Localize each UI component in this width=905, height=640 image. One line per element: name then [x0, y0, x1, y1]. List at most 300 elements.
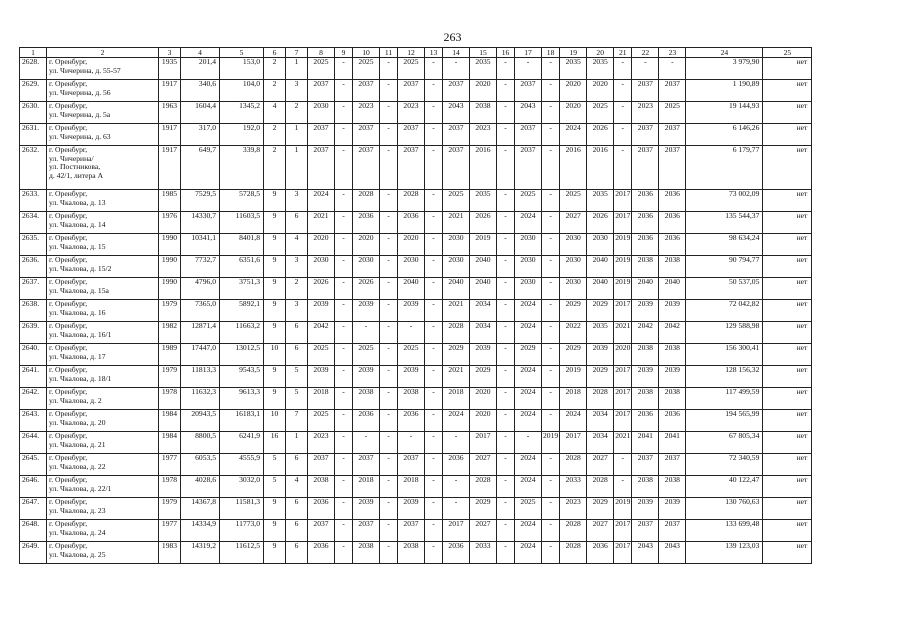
table-cell: - — [497, 344, 515, 366]
table-cell: 2 — [286, 102, 308, 124]
table-cell: 2040 — [587, 278, 614, 300]
table-cell: - — [542, 498, 560, 520]
address-line: ул. Чкалова, д. 25 — [49, 549, 106, 559]
table-cell: 1985 — [159, 190, 181, 212]
table-cell: 2036 — [353, 410, 380, 432]
table-cell: 2020 — [308, 234, 335, 256]
row-number-cell: 2637. — [20, 278, 47, 300]
table-cell: - — [425, 498, 443, 520]
table-row — [20, 366, 812, 388]
table-cell: 2024 — [515, 520, 542, 542]
table-cell: 2026 — [470, 212, 497, 234]
table-cell: 2035 — [470, 58, 497, 80]
table-cell: 2018 — [560, 388, 587, 410]
table-cell: - — [425, 520, 443, 542]
table-cell: нет — [763, 322, 812, 344]
table-cell: 19 144,93 — [686, 102, 763, 124]
column-number-cell: 12 — [398, 48, 425, 58]
row-number-cell: 2636. — [20, 256, 47, 278]
table-cell: - — [335, 80, 353, 102]
table-cell: 2036 — [659, 212, 686, 234]
table-cell: 2039 — [353, 300, 380, 322]
table-cell: 2023 — [398, 102, 425, 124]
table-cell: - — [380, 102, 398, 124]
table-cell: 2037 — [398, 146, 425, 190]
table-cell: - — [380, 190, 398, 212]
table-cell: 14334,9 — [181, 520, 220, 542]
table-cell: 1989 — [159, 344, 181, 366]
table-cell: 153,0 — [220, 58, 264, 80]
table-row — [20, 410, 812, 432]
table-cell: 2038 — [398, 388, 425, 410]
table-cell: 1 190,89 — [686, 80, 763, 102]
table-cell: 2019 — [470, 234, 497, 256]
column-number-cell: 1 — [20, 48, 47, 58]
table-cell: 2039 — [659, 498, 686, 520]
address-line: г. Оренбург, — [49, 101, 88, 110]
table-cell: нет — [763, 388, 812, 410]
table-cell: нет — [763, 80, 812, 102]
table-cell: 9 — [264, 256, 286, 278]
table-cell: - — [335, 388, 353, 410]
table-cell: - — [353, 432, 380, 454]
table-cell: 1978 — [159, 476, 181, 498]
table-cell: 649,7 — [181, 146, 220, 190]
table-cell: 2017 — [614, 366, 632, 388]
table-cell: 2036 — [587, 542, 614, 564]
table-cell: 2025 — [308, 58, 335, 80]
table-cell: 6 — [286, 322, 308, 344]
table-cell: - — [497, 102, 515, 124]
table-cell: 2037 — [308, 80, 335, 102]
table-cell: - — [614, 124, 632, 146]
column-number-cell: 19 — [560, 48, 587, 58]
table-cell: 2019 — [614, 256, 632, 278]
table-cell: 2036 — [398, 212, 425, 234]
table-cell: - — [425, 432, 443, 454]
table-row — [20, 58, 812, 80]
table-cell: 2036 — [659, 234, 686, 256]
table-cell: 2037 — [659, 146, 686, 190]
address-cell — [47, 190, 159, 212]
table-cell: 2030 — [398, 256, 425, 278]
table-cell: 2039 — [353, 366, 380, 388]
table-cell: 2028 — [398, 190, 425, 212]
table-cell: 2016 — [587, 146, 614, 190]
table-cell: - — [335, 432, 353, 454]
address-line: ул. Чкалова, д. 18/1 — [49, 373, 112, 383]
table-cell: 2042 — [659, 322, 686, 344]
table-cell: 2018 — [443, 388, 470, 410]
table-cell: 2039 — [470, 344, 497, 366]
address-line: г. Оренбург, — [49, 211, 88, 220]
table-cell: 2030 — [353, 256, 380, 278]
table-cell: 2030 — [560, 234, 587, 256]
table-cell: 2036 — [632, 212, 659, 234]
address-line: ул. Чкалова, д. 23 — [49, 505, 106, 515]
table-cell: 2039 — [398, 498, 425, 520]
table-cell: 1977 — [159, 520, 181, 542]
table-cell: 2021 — [443, 366, 470, 388]
table-cell: 2036 — [632, 190, 659, 212]
table-cell: - — [380, 234, 398, 256]
table-cell: 2021 — [308, 212, 335, 234]
column-number-cell: 11 — [380, 48, 398, 58]
table-cell: 1979 — [159, 300, 181, 322]
table-cell: - — [542, 366, 560, 388]
table-cell: 2023 — [470, 124, 497, 146]
column-number-cell: 5 — [220, 48, 264, 58]
table-cell: 3 979,90 — [686, 58, 763, 80]
table-cell: 2040 — [470, 278, 497, 300]
column-number-cell: 17 — [515, 48, 542, 58]
table-cell: 6053,5 — [181, 454, 220, 476]
table-cell: 5 — [286, 388, 308, 410]
table-cell: 2037 — [353, 146, 380, 190]
table-cell: 2020 — [470, 388, 497, 410]
table-row — [20, 388, 812, 410]
table-cell: 2039 — [632, 498, 659, 520]
table-row — [20, 234, 812, 256]
column-number-cell: 15 — [470, 48, 497, 58]
table-cell: 2037 — [659, 454, 686, 476]
table-cell: 1979 — [159, 498, 181, 520]
table-cell: 3032,0 — [220, 476, 264, 498]
table-cell: 2023 — [560, 498, 587, 520]
table-cell: 2037 — [308, 520, 335, 542]
table-cell: 139 123,03 — [686, 542, 763, 564]
table-cell: 2037 — [308, 124, 335, 146]
table-cell: 1345,2 — [220, 102, 264, 124]
address-cell — [47, 102, 159, 124]
table-cell: - — [425, 146, 443, 190]
table-cell: 2038 — [659, 476, 686, 498]
table-cell: 5 — [264, 454, 286, 476]
column-number-cell: 14 — [443, 48, 470, 58]
table-cell: нет — [763, 146, 812, 190]
table-cell: 2018 — [353, 476, 380, 498]
table-cell: 1982 — [159, 322, 181, 344]
table-cell: - — [425, 234, 443, 256]
table-cell: 2037 — [353, 454, 380, 476]
table-cell: 2037 — [353, 520, 380, 542]
table-cell: - — [335, 322, 353, 344]
table-cell: 2039 — [308, 366, 335, 388]
address-cell — [47, 520, 159, 542]
table-cell: - — [497, 58, 515, 80]
table-cell: 6 — [286, 498, 308, 520]
table-cell: 2027 — [560, 212, 587, 234]
table-cell: 2038 — [659, 344, 686, 366]
table-cell: 2025 — [587, 102, 614, 124]
table-cell: 2036 — [353, 212, 380, 234]
table-cell: 2038 — [632, 344, 659, 366]
table-cell: 2037 — [398, 454, 425, 476]
table-cell: 2017 — [443, 520, 470, 542]
table-cell: 2024 — [515, 300, 542, 322]
table-cell: 2033 — [470, 542, 497, 564]
table-cell: - — [497, 80, 515, 102]
table-cell: 2017 — [614, 388, 632, 410]
table-cell: 104,0 — [220, 80, 264, 102]
table-cell: - — [425, 80, 443, 102]
table-cell: - — [542, 102, 560, 124]
table-cell: 2024 — [515, 322, 542, 344]
address-line: г. Оренбург, — [49, 387, 88, 396]
table-cell: 7732,7 — [181, 256, 220, 278]
table-cell: 9 — [264, 234, 286, 256]
table-cell: 2037 — [353, 124, 380, 146]
table-cell: - — [443, 58, 470, 80]
table-cell: - — [380, 498, 398, 520]
table-cell: 11581,3 — [220, 498, 264, 520]
table-cell: 4028,6 — [181, 476, 220, 498]
table-cell: 2024 — [560, 124, 587, 146]
table-cell: - — [542, 146, 560, 190]
address-line: г. Оренбург, — [49, 519, 88, 528]
table-cell: 6 179,77 — [686, 146, 763, 190]
table-cell: 1990 — [159, 234, 181, 256]
column-number-cell: 8 — [308, 48, 335, 58]
table-cell: 2 — [286, 278, 308, 300]
table-cell: 10341,1 — [181, 234, 220, 256]
table-cell: - — [425, 300, 443, 322]
table-cell: 2040 — [632, 278, 659, 300]
table-cell: - — [497, 388, 515, 410]
column-number-cell: 3 — [159, 48, 181, 58]
table-cell: 3 — [286, 190, 308, 212]
table-cell: - — [380, 366, 398, 388]
row-number-cell: 2649. — [20, 542, 47, 564]
table-cell: 2020 — [470, 80, 497, 102]
address-line: г. Оренбург, — [49, 123, 88, 132]
address-line: г. Оренбург, — [49, 255, 88, 264]
table-cell: 2030 — [308, 256, 335, 278]
table-row — [20, 256, 812, 278]
address-line: ул. Чичерина, д. 55-57 — [49, 65, 121, 75]
table-cell: 2024 — [515, 388, 542, 410]
table-cell: - — [335, 124, 353, 146]
address-line: г. Оренбург, — [49, 409, 88, 418]
table-cell: 2026 — [353, 278, 380, 300]
address-cell — [47, 388, 159, 410]
address-cell — [47, 300, 159, 322]
table-cell: 2025 — [560, 190, 587, 212]
table-cell: 1984 — [159, 432, 181, 454]
table-cell: нет — [763, 344, 812, 366]
table-cell: 2029 — [470, 366, 497, 388]
table-cell: 2018 — [308, 388, 335, 410]
table-cell: - — [425, 278, 443, 300]
table-cell: - — [515, 58, 542, 80]
table-cell: 2040 — [659, 278, 686, 300]
table-cell: 2 — [264, 146, 286, 190]
table-cell: нет — [763, 300, 812, 322]
table-cell: 2036 — [632, 410, 659, 432]
table-row — [20, 278, 812, 300]
table-row — [20, 344, 812, 366]
table-cell: - — [497, 454, 515, 476]
table-cell: 2021 — [443, 300, 470, 322]
table-cell: 2025 — [398, 344, 425, 366]
table-cell: - — [614, 102, 632, 124]
header-row — [20, 48, 812, 58]
column-number-cell: 21 — [614, 48, 632, 58]
table-cell: 1917 — [159, 124, 181, 146]
table-cell: 2043 — [515, 102, 542, 124]
table-cell: - — [542, 322, 560, 344]
table-cell: - — [497, 124, 515, 146]
table-cell: 2030 — [443, 234, 470, 256]
table-cell: 339,8 — [220, 146, 264, 190]
table-cell: 1604,4 — [181, 102, 220, 124]
table-cell: 2039 — [659, 366, 686, 388]
table-cell: - — [380, 300, 398, 322]
table-cell: 2030 — [515, 234, 542, 256]
table-cell: - — [425, 256, 443, 278]
table-cell: 2037 — [659, 124, 686, 146]
table-cell: 3751,3 — [220, 278, 264, 300]
address-cell — [47, 454, 159, 476]
table-cell: 2038 — [398, 542, 425, 564]
table-cell: 2030 — [560, 256, 587, 278]
table-cell: - — [425, 410, 443, 432]
table-cell: - — [380, 476, 398, 498]
table-cell: 129 588,98 — [686, 322, 763, 344]
table-cell: 2020 — [560, 102, 587, 124]
table-cell: 2038 — [353, 388, 380, 410]
row-number-cell: 2628. — [20, 58, 47, 80]
table-cell: 2019 — [560, 366, 587, 388]
table-cell: 9 — [264, 278, 286, 300]
table-cell: 156 300,41 — [686, 344, 763, 366]
table-cell: 11612,5 — [220, 542, 264, 564]
table-row — [20, 520, 812, 542]
row-number-cell: 2632. — [20, 146, 47, 190]
table-cell: - — [497, 410, 515, 432]
table-cell: 2037 — [632, 454, 659, 476]
table-row — [20, 542, 812, 564]
column-number-cell: 20 — [587, 48, 614, 58]
table-cell: 2017 — [614, 542, 632, 564]
table-cell: 2037 — [308, 146, 335, 190]
table-cell: - — [542, 58, 560, 80]
table-row — [20, 212, 812, 234]
address-line: ул. Чкалова, д. 20 — [49, 417, 106, 427]
address-line: ул. Чкалова, д. 15а — [49, 285, 109, 295]
table-cell: 9 — [264, 322, 286, 344]
table-cell: 2034 — [587, 410, 614, 432]
table-cell: - — [353, 322, 380, 344]
table-cell: 4 — [264, 102, 286, 124]
table-cell: 2017 — [560, 432, 587, 454]
address-line: ул. Чкалова, д. 15/2 — [49, 263, 112, 273]
table-cell: 40 122,47 — [686, 476, 763, 498]
table-cell: 2024 — [515, 212, 542, 234]
table-cell: нет — [763, 102, 812, 124]
address-line: ул. Чкалова, д. 22/1 — [49, 483, 112, 493]
table-cell: - — [497, 432, 515, 454]
table-cell: - — [425, 366, 443, 388]
table-cell: 2030 — [308, 102, 335, 124]
table-cell: нет — [763, 520, 812, 542]
table-row — [20, 146, 812, 190]
address-cell — [47, 410, 159, 432]
table-cell: 317,0 — [181, 124, 220, 146]
table-cell: 2019 — [614, 278, 632, 300]
address-line: ул. Чкалова, д. 14 — [49, 219, 106, 229]
table-row — [20, 498, 812, 520]
table-cell: 2024 — [515, 366, 542, 388]
table-cell: - — [542, 410, 560, 432]
column-number-cell: 24 — [686, 48, 763, 58]
table-cell: - — [425, 212, 443, 234]
address-cell — [47, 278, 159, 300]
table-cell: 9543,5 — [220, 366, 264, 388]
table-cell: нет — [763, 256, 812, 278]
address-line: ул. Чкалова, д. 15 — [49, 241, 106, 251]
table-cell: - — [335, 454, 353, 476]
table-cell: 4 — [286, 476, 308, 498]
table-cell: 2039 — [659, 300, 686, 322]
table-cell: 20943,5 — [181, 410, 220, 432]
table-cell: 67 805,34 — [686, 432, 763, 454]
address-line: ул. Чкалова, д. 24 — [49, 527, 106, 537]
table-cell: 194 565,99 — [686, 410, 763, 432]
table-cell: 10 — [264, 410, 286, 432]
table-cell: - — [497, 190, 515, 212]
table-cell: - — [542, 520, 560, 542]
table-cell: 2038 — [659, 388, 686, 410]
column-number-cell: 2 — [47, 48, 159, 58]
address-cell — [47, 256, 159, 278]
table-cell: 2034 — [470, 322, 497, 344]
address-line: г. Оренбург, — [49, 299, 88, 308]
table-cell: 2021 — [614, 322, 632, 344]
table-cell: - — [380, 344, 398, 366]
table-cell: 10 — [264, 344, 286, 366]
table-cell: 2017 — [470, 432, 497, 454]
row-number-cell: 2639. — [20, 322, 47, 344]
table-cell: - — [335, 278, 353, 300]
table-cell: нет — [763, 58, 812, 80]
table-cell: 2024 — [560, 410, 587, 432]
table-cell: 2026 — [587, 124, 614, 146]
table-cell: 2038 — [659, 256, 686, 278]
table-cell: 2026 — [308, 278, 335, 300]
address-line: д. 42/1, литера А — [49, 170, 104, 180]
table-cell: 2 — [264, 80, 286, 102]
table-cell: 2023 — [632, 102, 659, 124]
address-cell — [47, 498, 159, 520]
table-cell: 2 — [264, 58, 286, 80]
table-cell: 2037 — [659, 520, 686, 542]
table-row — [20, 322, 812, 344]
table-cell: 9 — [264, 212, 286, 234]
table-cell: - — [425, 322, 443, 344]
table-cell: 2039 — [398, 366, 425, 388]
table-cell: - — [614, 146, 632, 190]
table-cell: - — [425, 388, 443, 410]
table-cell: 2029 — [560, 344, 587, 366]
table-cell: 2038 — [632, 388, 659, 410]
data-table — [19, 47, 812, 564]
table-cell: - — [497, 366, 515, 388]
address-line: г. Оренбург, — [49, 475, 88, 484]
table-cell: 2021 — [614, 432, 632, 454]
table-cell: 11603,5 — [220, 212, 264, 234]
table-cell: 2035 — [587, 190, 614, 212]
